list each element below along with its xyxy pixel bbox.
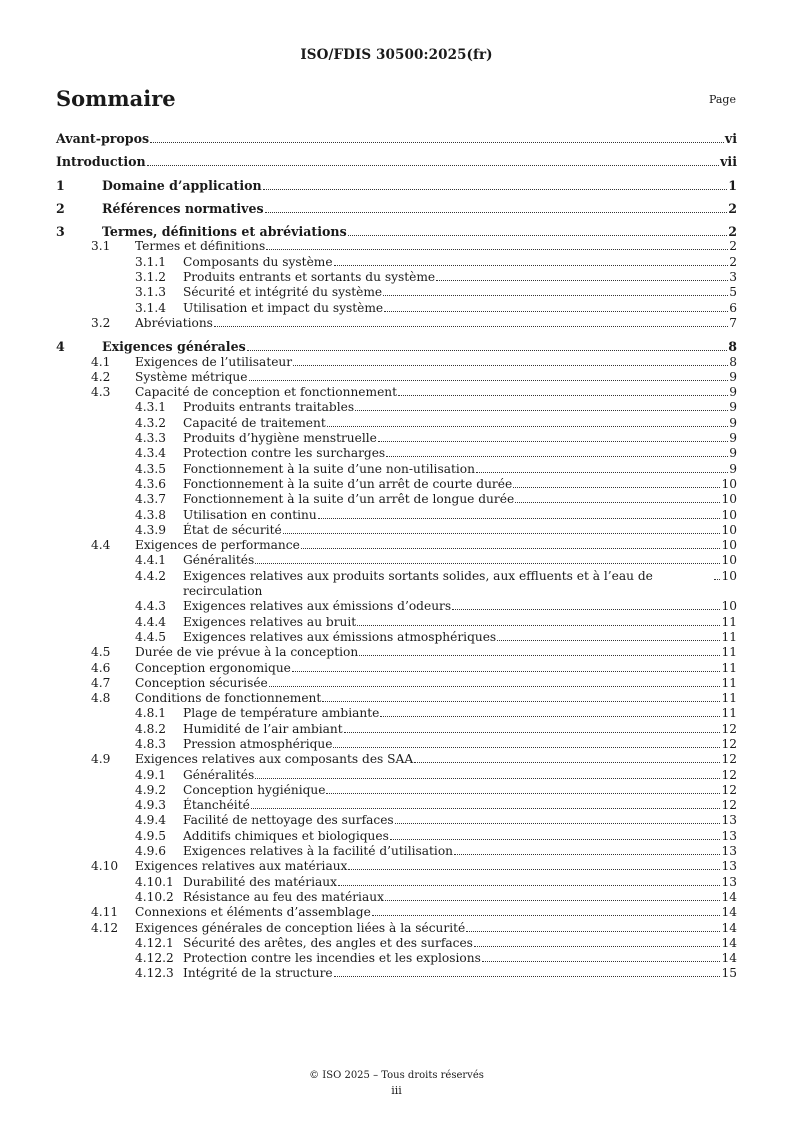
toc-entry-number: 4.10 — [91, 859, 119, 874]
toc-entry-number: 4.8.1 — [135, 706, 167, 721]
page-footer — [0, 1070, 793, 1097]
toc-entry-number: 4.12 — [91, 920, 119, 935]
toc-entry[interactable] — [56, 676, 737, 691]
toc-entry-page: 6 — [729, 300, 737, 315]
dot-leader — [348, 869, 720, 870]
toc-entry-title: Exigences de performance — [135, 538, 300, 553]
toc-entry-title: Résistance au feu des matériaux — [183, 889, 384, 904]
toc-entry-title: Fonctionnement à la suite d’un arrêt de courte durée — [183, 476, 513, 491]
toc-entry-number: 4.3.2 — [135, 415, 167, 430]
dot-leader — [355, 410, 728, 411]
toc-entry-page: 14 — [721, 951, 737, 966]
toc-entry-title: Exigences relatives aux composants des SAA — [135, 752, 414, 767]
dot-leader — [414, 762, 720, 763]
toc-entry-page: 15 — [721, 966, 737, 981]
toc-entry-number: 4.11 — [91, 905, 119, 920]
toc-entry[interactable] — [56, 477, 737, 492]
toc-entry-title: Capacité de traitement — [183, 415, 326, 430]
toc-entry[interactable] — [56, 270, 737, 285]
toc-entry-title: Fonctionnement à la suite d’une non-utilisation — [183, 461, 475, 476]
toc-entry-page: 10 — [721, 507, 737, 522]
toc-entry-number: 4.3.9 — [135, 522, 167, 537]
toc-entry-title: Humidité de l’air ambiant — [183, 721, 343, 736]
dot-leader — [359, 655, 720, 656]
toc-entry-page: 9 — [729, 415, 737, 430]
toc-entry-page: 8 — [728, 339, 737, 355]
toc-entry-title: Abréviations — [135, 315, 213, 330]
toc-entry-title: Produits entrants traitables — [183, 400, 355, 415]
toc-entry-page: 13 — [721, 874, 737, 889]
toc-entry-title: Protection contre les incendies et les explosions — [183, 951, 481, 966]
toc-entry-page: 14 — [721, 920, 737, 935]
toc-entry[interactable] — [56, 615, 737, 630]
toc-entry-number: 3.1 — [91, 239, 111, 254]
table-of-contents — [56, 131, 737, 982]
toc-entry-title: Exigences relatives à la facilité d’utilisation — [183, 844, 453, 859]
toc-entry[interactable] — [56, 154, 737, 169]
toc-entry-page: vi — [724, 131, 737, 146]
dot-leader — [255, 778, 720, 779]
toc-entry-title: Exigences générales — [102, 339, 246, 355]
toc-entry[interactable] — [56, 431, 737, 446]
toc-entry-number: 4.12.3 — [135, 966, 174, 981]
toc-entry-number: 4.9.6 — [135, 844, 167, 859]
toc-entry-title: Sécurité des arêtes, des angles et des surfaces — [183, 935, 473, 950]
toc-entry[interactable] — [56, 239, 737, 254]
dot-leader — [452, 609, 720, 610]
toc-entry[interactable] — [56, 691, 737, 706]
toc-entry-number: 4.4.5 — [135, 629, 167, 644]
toc-entry-page: 8 — [729, 354, 737, 369]
toc-entry[interactable] — [56, 813, 737, 828]
toc-entry-title: Étanchéité — [183, 798, 250, 813]
toc-entry[interactable] — [56, 921, 737, 936]
toc-entry-title: Fonctionnement à la suite d’un arrêt de longue durée — [183, 492, 515, 507]
toc-entry-page: 10 — [721, 476, 737, 491]
dot-leader — [398, 395, 728, 396]
toc-entry-number: 4.3 — [91, 385, 111, 400]
toc-entry[interactable] — [56, 569, 737, 600]
toc-entry-number: 3 — [56, 224, 65, 240]
toc-entry-number: 4.3.5 — [135, 461, 167, 476]
toc-entry-page: 13 — [721, 828, 737, 843]
toc-entry-page: 12 — [721, 721, 737, 736]
toc-entry-number: 4.3.6 — [135, 476, 167, 491]
toc-entry-title: Exigences relatives aux émissions atmosphériques — [183, 629, 497, 644]
toc-entry-title: Termes et définitions — [135, 239, 266, 254]
toc-entry-title: Exigences relatives au bruit — [183, 614, 357, 629]
toc-entry[interactable] — [56, 722, 737, 737]
dot-leader — [357, 625, 720, 626]
toc-entry-title: Produits entrants et sortants du système — [183, 270, 436, 285]
toc-entry-page: 10 — [721, 538, 737, 553]
toc-entry-number: 3.1.1 — [135, 254, 167, 269]
toc-entry-page: 14 — [721, 935, 737, 950]
dot-leader — [386, 456, 728, 457]
toc-entry-title: Composants du système — [183, 254, 333, 269]
toc-entry[interactable] — [56, 370, 737, 385]
toc-entry-title: Facilité de nettoyage des surfaces — [183, 813, 394, 828]
toc-entry-title: Conception sécurisée — [135, 675, 268, 690]
toc-entry[interactable] — [56, 178, 737, 193]
toc-entry[interactable] — [56, 630, 737, 645]
toc-entry-number: 4 — [56, 339, 65, 355]
dot-leader — [283, 533, 721, 534]
toc-entry[interactable] — [56, 538, 737, 553]
toc-entry-number: 4.9.2 — [135, 782, 167, 797]
toc-entry[interactable] — [56, 224, 737, 239]
toc-entry-title: Additifs chimiques et biologiques — [183, 828, 389, 843]
toc-entry-title: Durée de vie prévue à la conception — [135, 645, 359, 660]
toc-entry-number: 3.1.3 — [135, 285, 167, 300]
toc-entry-number: 4.4.4 — [135, 614, 167, 629]
dot-leader — [383, 295, 728, 296]
toc-entry-title: Protection contre les surcharges — [183, 446, 386, 461]
toc-entry[interactable] — [56, 661, 737, 676]
toc-entry-title: Exigences relatives aux émissions d’odeurs — [183, 599, 452, 614]
dot-leader — [338, 885, 721, 886]
toc-entry-page: 2 — [729, 254, 737, 269]
toc-entry[interactable] — [56, 890, 737, 905]
toc-entry-title: Utilisation et impact du système — [183, 300, 384, 315]
toc-entry-title: Produits d’hygiène menstruelle — [183, 431, 377, 446]
toc-entry-title: Domaine d’application — [102, 177, 262, 193]
page-number: iii — [391, 1084, 402, 1097]
toc-entry-number: 3.2 — [91, 315, 111, 330]
toc-entry-number: 4.1 — [91, 354, 111, 369]
dot-leader — [147, 165, 719, 166]
toc-entry-number: 4.9 — [91, 752, 111, 767]
toc-entry-title: État de sécurité — [183, 522, 282, 537]
toc-entry-number: 4.7 — [91, 675, 111, 690]
toc-entry-page: 10 — [721, 599, 737, 614]
toc-entry-title: Conception ergonomique — [135, 660, 291, 675]
toc-entry[interactable] — [56, 783, 737, 798]
toc-entry-page: 12 — [721, 782, 737, 797]
dot-leader — [263, 189, 728, 190]
toc-entry-page: 11 — [721, 614, 737, 629]
dot-leader — [333, 747, 720, 748]
toc-entry[interactable] — [56, 752, 737, 767]
dot-leader — [327, 426, 728, 427]
toc-entry-page: 9 — [729, 400, 737, 415]
toc-entry-page: 11 — [721, 706, 737, 721]
toc-entry-number: 4.9.5 — [135, 828, 167, 843]
toc-entry[interactable] — [56, 599, 737, 614]
toc-entry-page: 3 — [729, 270, 737, 285]
toc-entry[interactable] — [56, 355, 737, 370]
toc-entry-page: 9 — [729, 431, 737, 446]
toc-entry-title: Connexions et éléments d’assemblage — [135, 905, 371, 920]
toc-entry-title: Conditions de fonctionnement — [135, 691, 322, 706]
toc-entry-page: 2 — [728, 224, 737, 240]
dot-leader — [454, 854, 720, 855]
toc-entry-number: 4.3.7 — [135, 492, 167, 507]
toc-entry[interactable] — [56, 339, 737, 354]
toc-entry-title: Termes, définitions et abréviations — [102, 224, 347, 240]
dot-leader — [326, 793, 720, 794]
toc-entry-page: 11 — [721, 660, 737, 675]
toc-entry-number: 4.10.2 — [135, 889, 174, 904]
dot-leader — [390, 839, 721, 840]
toc-entry[interactable] — [56, 875, 737, 890]
toc-entry-page: 14 — [721, 889, 737, 904]
dot-leader — [372, 915, 721, 916]
toc-entry[interactable] — [56, 645, 737, 660]
toc-entry-number: 4.4 — [91, 538, 111, 553]
toc-entry-number: 4.3.8 — [135, 507, 167, 522]
dot-leader — [150, 142, 724, 143]
toc-entry-page: 13 — [721, 844, 737, 859]
toc-entry-number: 4.9.4 — [135, 813, 167, 828]
toc-entry[interactable] — [56, 301, 737, 316]
dot-leader — [322, 701, 720, 702]
toc-entry-page: 2 — [729, 239, 737, 254]
toc-entry-number: 4.8.2 — [135, 721, 167, 736]
dot-leader — [292, 671, 721, 672]
document-header: ISO/FDIS 30500:2025(fr) — [300, 47, 493, 63]
toc-entry[interactable] — [56, 768, 737, 783]
toc-entry-title: Généralités — [183, 553, 255, 568]
toc-entry-page: 13 — [721, 813, 737, 828]
toc-entry-page: 9 — [729, 446, 737, 461]
dot-leader — [344, 732, 721, 733]
toc-entry[interactable] — [56, 385, 737, 400]
toc-entry-number: 4.4.3 — [135, 599, 167, 614]
toc-entry-title: Introduction — [56, 154, 146, 170]
toc-entry[interactable] — [56, 951, 737, 966]
toc-entry-number: 4.4.1 — [135, 553, 167, 568]
dot-leader — [255, 563, 720, 564]
toc-entry-number: 4.4.2 — [135, 568, 167, 583]
toc-entry-page: 11 — [721, 629, 737, 644]
dot-leader — [476, 472, 728, 473]
toc-entry-number: 1 — [56, 177, 65, 193]
dot-leader — [334, 265, 729, 266]
toc-entry-page: 11 — [721, 675, 737, 690]
dot-leader — [714, 579, 720, 580]
dot-leader — [380, 716, 720, 717]
toc-entry-title: Conception hygiénique — [183, 782, 326, 797]
toc-entry[interactable] — [56, 316, 737, 331]
dot-leader — [395, 823, 721, 824]
dot-leader — [265, 212, 728, 213]
toc-entry-title: Exigences relatives aux produits sortants solides, aux effluents et à l’eau de recirculation — [183, 568, 653, 599]
toc-entry[interactable] — [56, 905, 737, 920]
toc-entry[interactable] — [56, 508, 737, 523]
toc-entry-number: 4.10.1 — [135, 874, 174, 889]
dot-leader — [301, 548, 721, 549]
dot-leader — [482, 961, 721, 962]
dot-leader — [497, 640, 720, 641]
toc-entry-page: 13 — [721, 859, 737, 874]
toc-entry[interactable] — [56, 966, 737, 981]
toc-entry-number: 2 — [56, 200, 65, 216]
dot-leader — [513, 487, 720, 488]
toc-entry-page: 10 — [721, 492, 737, 507]
toc-entry[interactable] — [56, 706, 737, 721]
toc-entry-number: 4.5 — [91, 645, 111, 660]
toc-entry-number: 4.12.1 — [135, 935, 174, 950]
toc-entry-page: 10 — [721, 553, 737, 568]
toc-entry[interactable] — [56, 255, 737, 270]
dot-leader — [378, 441, 728, 442]
toc-entry-page: 10 — [721, 568, 737, 583]
toc-entry[interactable] — [56, 737, 737, 752]
toc-entry-number: 4.3.3 — [135, 431, 167, 446]
toc-entry-title: Système métrique — [135, 369, 248, 384]
page-column-label: Page — [708, 93, 736, 106]
dot-leader — [251, 808, 721, 809]
toc-entry-page: 1 — [728, 177, 737, 193]
toc-entry[interactable] — [56, 936, 737, 951]
toc-entry-number: 4.2 — [91, 369, 111, 384]
toc-entry-page: 11 — [721, 691, 737, 706]
dot-leader — [318, 518, 721, 519]
dot-leader — [269, 686, 721, 687]
toc-entry-title: Pression atmosphérique — [183, 736, 333, 751]
toc-entry-title: Durabilité des matériaux — [183, 874, 337, 889]
toc-entry-title: Références normatives — [102, 200, 264, 216]
toc-entry-number: 4.8.3 — [135, 736, 167, 751]
toc-entry-page: vii — [720, 154, 737, 170]
toc-entry-title: Généralités — [183, 767, 255, 782]
toc-entry-number: 4.8 — [91, 691, 111, 706]
toc-entry-title: Plage de température ambiante — [183, 706, 380, 721]
toc-entry-page: 7 — [729, 315, 737, 330]
toc-entry-number: 4.6 — [91, 660, 111, 675]
copyright-notice: © ISO 2025 – Tous droits réservés — [309, 1070, 484, 1081]
toc-entry[interactable] — [56, 859, 737, 874]
toc-entry[interactable] — [56, 829, 737, 844]
dot-leader — [385, 900, 721, 901]
toc-entry-page: 12 — [721, 767, 737, 782]
toc-entry[interactable] — [56, 462, 737, 477]
dot-leader — [474, 946, 721, 947]
toc-entry[interactable] — [56, 201, 737, 216]
dot-leader — [515, 502, 720, 503]
toc-entry-number: 4.12.2 — [135, 951, 174, 966]
toc-entry[interactable] — [56, 446, 737, 461]
toc-entry-number: 4.3.4 — [135, 446, 167, 461]
page-title: Sommaire — [56, 86, 176, 111]
toc-entry-page: 12 — [721, 736, 737, 751]
toc-entry-page: 9 — [729, 385, 737, 400]
toc-entry-title: Exigences relatives aux matériaux — [135, 859, 348, 874]
dot-leader — [293, 365, 728, 366]
toc-entry-title: Sécurité et intégrité du système — [183, 285, 383, 300]
toc-entry-number: 4.9.3 — [135, 798, 167, 813]
toc-entry-page: 11 — [721, 645, 737, 660]
toc-entry-title: Intégrité de la structure — [183, 966, 333, 981]
toc-entry-number: 3.1.4 — [135, 300, 167, 315]
dot-leader — [249, 380, 729, 381]
toc-entry-page: 14 — [721, 905, 737, 920]
dot-leader — [334, 976, 721, 977]
dot-leader — [247, 350, 728, 351]
toc-entry-page: 12 — [721, 752, 737, 767]
dot-leader — [348, 235, 728, 236]
dot-leader — [436, 280, 728, 281]
toc-entry[interactable] — [56, 553, 737, 568]
toc-entry-page: 9 — [729, 369, 737, 384]
toc-entry[interactable] — [56, 523, 737, 538]
dot-leader — [266, 249, 728, 250]
toc-entry[interactable] — [56, 492, 737, 507]
toc-entry-title: Capacité de conception et fonctionnement — [135, 385, 398, 400]
toc-entry-page: 10 — [721, 522, 737, 537]
toc-entry-title: Exigences de l’utilisateur — [135, 354, 293, 369]
toc-entry-page: 12 — [721, 798, 737, 813]
toc-entry[interactable] — [56, 400, 737, 415]
toc-entry-page: 5 — [729, 285, 737, 300]
toc-entry[interactable] — [56, 844, 737, 859]
dot-leader — [466, 931, 720, 932]
toc-entry-number: 4.9.1 — [135, 767, 167, 782]
toc-entry[interactable] — [56, 798, 737, 813]
dot-leader — [214, 326, 728, 327]
toc-entry-page: 9 — [729, 461, 737, 476]
dot-leader — [384, 311, 728, 312]
toc-entry-title: Utilisation en continu — [183, 507, 317, 522]
toc-entry-number: 3.1.2 — [135, 270, 167, 285]
toc-entry[interactable] — [56, 416, 737, 431]
toc-entry-title: Exigences générales de conception liées à la sécurité — [135, 920, 466, 935]
toc-entry[interactable] — [56, 285, 737, 300]
toc-entry-number: 4.3.1 — [135, 400, 167, 415]
toc-entry-page: 2 — [728, 200, 737, 216]
toc-entry-title: Avant-propos — [56, 131, 150, 146]
toc-entry[interactable] — [56, 131, 737, 146]
